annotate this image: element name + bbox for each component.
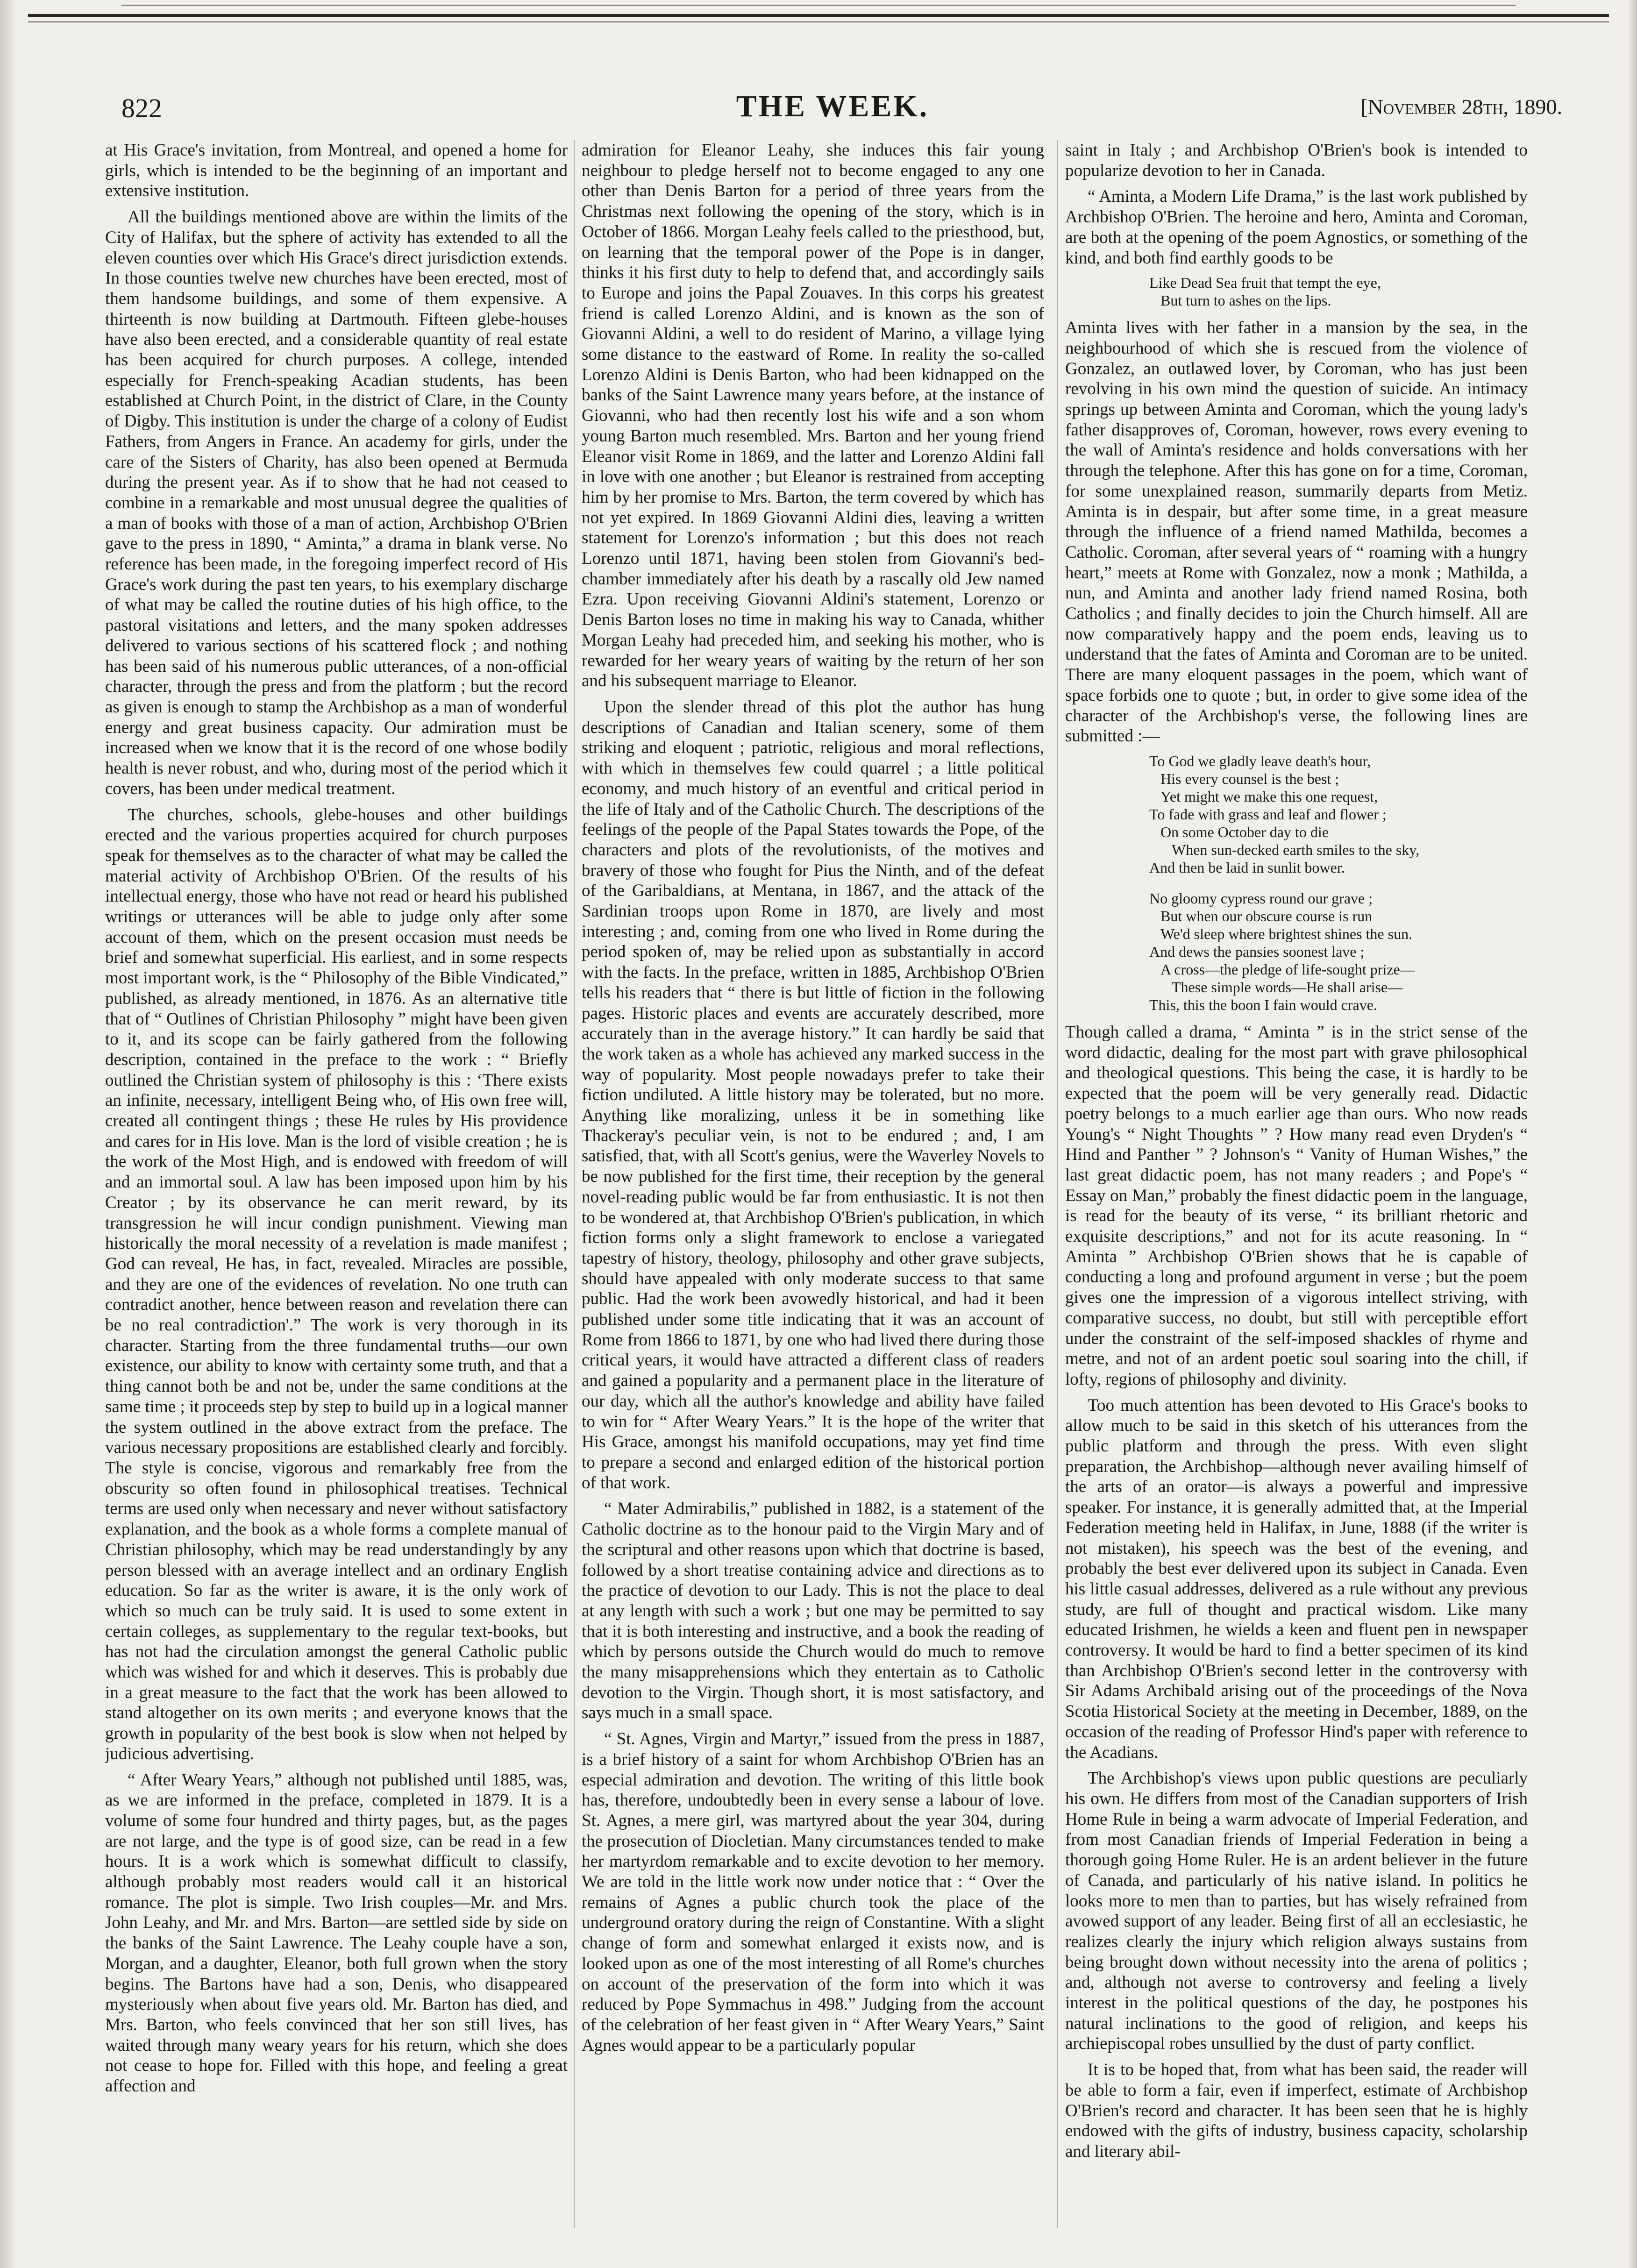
verse-line: We'd sleep where brightest shines the sun. [1160,925,1413,942]
paragraph: The Archbishop's views upon public questions are peculiarly his own. He differs from most of the Canadian supporters of Irish Home Rule in being a warm advocate of Imperial Federation, and from most Canadian friends of Imperial Federation in being a thorough going Home Ruler. He is an ardent believer in the future of Canada, and particularly of his native island. In politics he looks more to men than to parties, but has wisely refrained from avowed support of any leader. Being first of all an ecclesiastic, he realizes clearly the injury which religion always sustains from being brought down without necessity into the arena of politics ; and, although not averse to controversy and feeling a lively interest in the political questions of the day, he postpones his natural inclinations to the good of religion, and keeps his archiepiscopal robes unsullied by the dust of party conflict. [1065,1769,1528,2054]
column-3 [1065,140,1528,2228]
stanza-break [1149,876,1528,889]
page-edge-shadow [1629,0,1637,2268]
verse-line: A cross—the pledge of life-sought prize— [1160,960,1415,978]
column-1 [105,140,568,2228]
paragraph: “ After Weary Years,” although not published until 1885, was, as we are informed in the preface, completed in 1879. It is a volume of some four hundred and thirty pages, but, as the pages are not large, and the type is of good size, can be read in a few hours. It is a work which is somewhat difficult to classify, although probably most readers would call it an historical romance. The plot is simple. Two Irish couples—Mr. and Mrs. John Leahy, and Mr. and Mrs. Barton—are settled side by side on the banks of the Saint Lawrence. The Leahy couple have a son, Morgan, and a daughter, Eleanor, both full grown when the story begins. The Bartons have had a son, Denis, who disappeared mysteriously when about five years old. Mr. Barton has died, and Mrs. Barton, who feels convinced that her son still lives, has waited through many weary years for his return, which she does not cease to hope for. Filled with this hope, and feeling a great affection and [105,1770,568,2096]
verse-line: To fade with grass and leaf and flower ; [1149,805,1387,823]
top-border-rule [121,5,1516,6]
top-thin-rule [28,21,1609,22]
paragraph: Aminta lives with her father in a mansion by the sea, in the neighbourhood of which she is rescued from the violence of Gonzalez, an outlawed lover, by Coroman, who has just been revolving in his own mind the question of suicide. An intimacy springs up between Aminta and Coroman, which the young lady's father disapproves of, Coroman, however, rows every evening to the wall of Aminta's residence and holds conversations with her through the telephone. After this has gone on for a time, Coroman, for some unexplained reason, summarily departs from Metiz. Aminta is in despair, but after some time, in a great measure through the influence of a friend named Mathilda, becomes a Catholic. Coroman, after several years of “ roaming with a hungry heart,” meets at Rome with Gonzalez, now a monk ; Mathilda, a nun, and Aminta and another lady friend named Rosina, both Catholics ; and finally decides to join the Church himself. All are now comparatively happy and the poem ends, leaving us to understand that the fates of Aminta and Coroman are to be united. There are many eloquent passages in the poem, which want of space forbids one to quote ; but, in order to give some idea of the character of the Archbishop's verse, the following lines are submitted :— [1065,318,1528,746]
paragraph: “ St. Agnes, Virgin and Martyr,” issued from the press in 1887, is a brief history of a saint for whom Archbishop O'Brien has an especial admiration and devotion. The writing of this little book has, therefore, undoubtedly been in every sense a labour of love. St. Agnes, a mere girl, was martyred about the year 304, during the prosecution of Diocletian. Many circumstances tended to make her martyrdom remarkable and to excite devotion to her memory. We are told in the little work now under notice that : “ Over the remains of Agnes a public church took the place of the underground oratory during the reign of Constantine. With a slight change of form and somewhat enlarged it exists now, and is looked upon as one of the most interesting of all Rome's churches on account of the preservation of the form into which it was reduced by Pope Symmachus in 498.” Judging from the account of the celebration of her feast given in “ After Weary Years,” Saint Agnes would appear to be a particularly popular [582,1729,1044,2055]
paragraph: at His Grace's invitation, from Montreal, and opened a home for girls, which is intended to be the beginning of an important and extensive institution. [105,141,568,201]
verse-quotation [1149,274,1528,309]
paragraph: saint in Italy ; and Archbishop O'Brien's book is intended to popularize devotion to her in Canada. [1065,141,1528,180]
verse-line: Like Dead Sea fruit that tempt the eye, [1149,274,1381,291]
verse-line: Yet might we make this one request, [1160,788,1378,805]
verse-line: On some October day to die [1160,823,1329,840]
verse-line: This, this the boon I fain would crave. [1149,996,1377,1013]
verse-line: But when our obscure course is run [1160,907,1373,924]
paragraph: Upon the slender thread of this plot the author has hung descriptions of Canadian and Italian scenery, some of them striking and eloquent ; patriotic, religious and moral reflections, with which in themselves few could quarrel ; a little political economy, and much history of an eventful and critical period in the life of Italy and of the Catholic Church. The descriptions of the feelings of the people of the Papal States towards the Pope, of the characters and plots of the revolutionists, of the motives and bravery of those who fought for Pius the Ninth, and of the defeat of the Garibaldians, at Mentana, in 1867, and the attack of the Sardinian troops upon Rome in 1870, are lively and most interesting ; and, coming from one who lived in Rome during the period spoken of, may be relied upon as substantially in accord with the facts. In the preface, written in 1885, Archbishop O'Brien tells his readers that “ there is but little of fiction in the following pages. Historic places and events are accurately described, more accurately than in the average history.” It can hardly be said that the work taken as a whole has achieved any marked success in the way of popularity. Most people nowadays prefer to take their fiction undiluted. A little history may be tolerated, but no more. Anything like moralizing, unless it be in something like Thackeray's peculiar vein, is not to be endured ; and, I am satisfied, that, with all Scott's genius, were the Waverley Novels to be now published for the first time, their reception by the general novel-reading public would be far from enthusiastic. It is not then to be wondered at, that Archbishop O'Brien's publication, in which fiction forms only a slight framework to enclose a variegated tapestry of history, theology, philosophy and other grave subjects, should have appealed with only moderate success to that same public. Had the work been avowedly historical, and had it been published under some title indicating that it was an account of Rome from 1866 to 1871, by one who had lived there during those critical years, it would have attracted a different class of readers and gained a popularity and a permanent place in the literature of our day, which all the author's knowledge and ability have failed to win for “ After Weary Years.” It is the hope of the writer that His Grace, amongst his manifold occupations, may yet find time to prepare a second and enlarged edition of the historical portion of that work. [582,697,1044,1493]
paragraph: All the buildings mentioned above are within the limits of the City of Halifax, but the sphere of activity has extended to all the eleven counties over which His Grace's direct jurisdiction extends. In those counties twelve new churches have been erected, most of them handsome buildings, and some of them expensive. A thirteenth is now building at Dartmouth. Fifteen glebe-houses have also been erected, and a considerable quantity of real estate has been acquired for church purposes. A college, intended especially for French-speaking Acadian students, has been established at Church Point, in the district of Clare, in the County of Digby. This institution is under the charge of a colony of Eudist Fathers, from Angers in France. An academy for girls, under the care of the Sisters of Charity, has also been opened at Bermuda during the present year. As if to show that he had not ceased to combine in a remarkable and most unusual degree the qualities of a man of books with those of a man of action, Archbishop O'Brien gave to the press in 1890, “ Aminta,” a drama in blank verse. No reference has been made, in the foregoing imperfect record of His Grace's work during the past ten years, to his exemplary discharge of what may be called the routine duties of his high office, to the pastoral visitations and letters, and the many spoken addresses delivered to various sections of his scattered flock ; and nothing has been said of his numerous public utterances, of a non-official character, through the press and from the platform ; but the record as given is enough to stamp the Archbishop as a man of wonderful energy and great business capacity. Our admiration must be increased when we know that it is the record of one whose bodily health is never robust, and who, during most of the period which it covers, has been under medical treatment. [105,207,568,798]
paragraph: “ Aminta, a Modern Life Drama,” is the last work published by Archbishop O'Brien. The heroine and hero, Aminta and Coroman, are both at the opening of the poem Agnostics, or something of the kind, and both find earthly goods to be [1065,187,1528,268]
verse-line: These simple words—He shall arise— [1172,978,1403,995]
issue-date: [November 28th, 1890. [1360,95,1562,119]
paragraph: The churches, schools, glebe-houses and other buildings erected and the various properties acquired for church purposes speak for themselves as to the character of what may be called the material activity of Archbishop O'Brien. Of the results of his intellectual energy, those who have not read or heard his published writings or utterances will be able to judge only after some account of them, which on the present occasion must needs be brief and somewhat superficial. His earliest, and in some respects most important work, is the “ Philosophy of the Bible Vindicated,” published, as already mentioned, in 1876. As an alternative title that of “ Outlines of Christian Philosophy ” might have been given to it, and its scope can be fairly gathered from the following description, contained in the preface to the work : “ Briefly outlined the Christian system of philosophy is this : ‘There exists an infinite, necessary, intelligent Being who, of His own free will, created all contingent things ; these He rules by His providence and cares for in His love. Man is the lord of visible creation ; he is the work of the Most High, and is endowed with freedom of will and an immortal soul. A law has been imposed upon him by his Creator ; by its observance he can merit reward, by its transgression he will incur condign punishment. Viewing man historically the moral necessity of a revelation is made manifest ; God can reveal, He has, in fact, revealed. Miracles are possible, and they are one of the evidences of revelation. No one truth can contradict another, hence between reason and revelation there can be no real contradiction'.” The work is very thorough in its character. Starting from the three fundamental truths—our own existence, our ability to know with certainty some truth, and that a thing cannot both be and not be, under the same conditions at the same time ; it proceeds step by step to build up in a logical manner the system outlined in the above extract from the preface. The various necessary propositions are established clearly and forcibly. The style is concise, vigorous and remarkably free from the obscurity so often found in philosophical treatises. Technical terms are used only when necessary and never without satisfactory explanation, and the book as a whole forms a complete manual of Christian philosophy, which may be read understandingly by any person blessed with an average intellect and an ordinary English education. So far as the writer is aware, it is the only work of which so much can be truly said. It is used to some extent in certain colleges, as supplementary to the regular text-books, but has not had the circulation amongst the general Catholic public which was wished for and which it deserves. This is probably due in a great measure to the fact that the work has been allowed to stand altogether on its own merits ; and everyone knows that the growth in popularity of the best book is slow when not helped by judicious advertising. [105,805,568,1763]
paragraph: Though called a drama, “ Aminta ” is in the strict sense of the word didactic, dealing for the most part with grave philosophical and theological questions. This being the case, it is hardly to be expected that the poem will be very generally read. Didactic poetry belongs to a much earlier age than ours. Who now reads Young's “ Night Thoughts ” ? How many read even Dryden's “ Hind and Panther ” ? Johnson's “ Vanity of Human Wishes,” the last great didactic poem, has not many readers ; and Pope's “ Essay on Man,” probably the finest didactic poem in the language, is read for the beauty of its verse, “ its brilliant rhetoric and exquisite descriptions,” and not for its acute reasoning. In “ Aminta ” Archbishop O'Brien shows that he is capable of conducting a long and profound argument in verse ; but the poem gives one the impression of a vigorous intellect striving, with comparative success, no doubt, but still with perceptible effort under the constraint of the self-imposed shackles of rhyme and metre, and not of an ardent poetic soul soaring into the chill, if lofty, regions of philosophy and divinity. [1065,1022,1528,1389]
paragraph: “ Mater Admirabilis,” published in 1882, is a statement of the Catholic doctrine as to the honour paid to the Virgin Mary and of the scriptural and other reasons upon which that doctrine is based, followed by a short treatise containing advice and directions as to the practice of devotion to our Lady. This is not the place to deal at any length with such a work ; but one may be permitted to say that it is both interesting and instructive, and a book the reading of which by persons outside the Church would do much to remove the many misapprehensions which they entertain as to Catholic devotion to the Virgin. Though short, it is most satisfactory, and says much in a small space. [582,1499,1044,1723]
verse-line: To God we gladly leave death's hour, [1149,752,1371,769]
page-spine-shadow [0,0,14,2268]
verse-line: No gloomy cypress round our grave ; [1149,889,1373,907]
masthead-title: THE WEEK. [736,89,929,123]
column-2 [582,140,1044,2228]
page-number: 822 [121,93,162,123]
paragraph: admiration for Eleanor Leahy, she induces this fair young neighbour to pledge herself not to become engaged to any one other than Denis Barton for a period of three years from the Christmas next following the opening of the story, which is in October of 1866. Morgan Leahy feels called to the priesthood, but, on learning that the temporal power of the Pope is in danger, thinks it his first duty to help to defend that, and accordingly sails to Europe and joins the Papal Zouaves. In this corps his greatest friend is called Lorenzo Aldini, and is known as the son of Giovanni Aldini, a well to do resident of Marino, a village lying some distance to the eastward of Rome. In reality the so-called Lorenzo Aldini is Denis Barton, who had been kidnapped on the banks of the Saint Lawrence many years before, at the instance of Giovanni, who had then recently lost his wife and a son whom young Barton much resembled. Mrs. Barton and her young friend Eleanor visit Rome in 1869, and the latter and Lorenzo Aldini fall in love with one another ; but Eleanor is restrained from accepting him by her promise to Mrs. Barton, the term covered by which has not yet expired. In 1869 Giovanni Aldini dies, leaving a written statement for Lorenzo's information ; but this does not reach Lorenzo until 1871, having been stolen from Giovanni's bed-chamber immediately after his death by a rascally old Jew named Ezra. Upon receiving Giovanni Aldini's statement, Lorenzo or Denis Barton loses no time in making his way to Canada, whither Morgan Leahy had preceded him, and seeking his mother, who is rewarded for her weary years of waiting by the return of her son and his subsequent marriage to Eleanor. [582,141,1044,691]
page-header [84,89,1581,131]
verse-line: When sun-decked earth smiles to the sky, [1172,841,1420,858]
top-thick-rule [28,14,1609,17]
poem-excerpt [1149,752,1528,1014]
verse-line: His every counsel is the best ; [1160,770,1339,787]
verse-line: And then be laid in sunlit bower. [1149,859,1345,876]
verse-line: And dews the pansies soonest lave ; [1149,943,1365,960]
paragraph: It is to be hoped that, from what has been said, the reader will be able to form a fair, even if imperfect, estimate of Archbishop O'Brien's record and character. It has been seen that he is highly endowed with the gifts of industry, business capacity, scholarship and literary abil- [1065,2060,1528,2161]
column-divider [1057,140,1058,2228]
verse-line: But turn to ashes on the lips. [1160,292,1331,309]
column-divider [574,140,575,2228]
paragraph: Too much attention has been devoted to His Grace's books to allow much to be said in this sketch of his utterances from the public platform and through the press. With even slight preparation, the Archbishop—although never availing himself of the arts of an orator—is always a powerful and impressive speaker. For instance, it is generally admitted that, at the Imperial Federation meeting held in Halifax, in June, 1888 (if the writer is not mistaken), his speech was the best of the evening, and probably the best ever delivered upon its subject in Canada. Even his little casual addresses, delivered as a rule without any previous study, are full of thought and practical wisdom. Like many educated Irishmen, he wields a keen and fluent pen in newspaper controversy. It would be hard to find a better specimen of its kind than Archbishop O'Brien's second letter in the controversy with Sir Adams Archibald arising out of the proceedings of the Nova Scotia Historical Society at the meeting in December, 1889, on the occasion of the reading of Professor Hind's paper with reference to the Acadians. [1065,1395,1528,1762]
